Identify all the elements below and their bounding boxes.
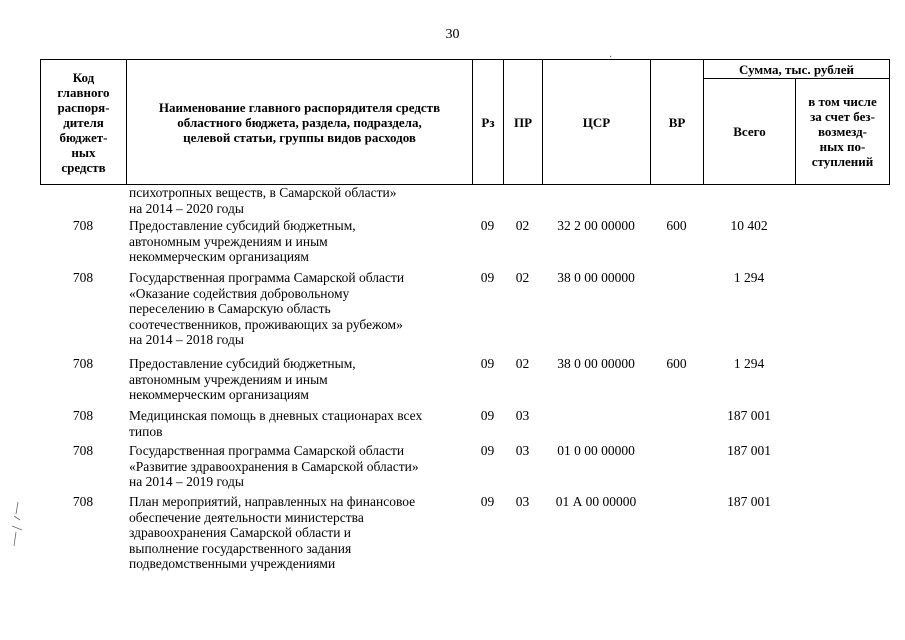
budget-table-header [40, 59, 890, 185]
row-total: 187 001 [727, 494, 771, 509]
row-pr: 02 [515, 270, 530, 285]
row-rz: 09 [480, 218, 495, 233]
header-name: Наименование главного распорядителя средств областного бюджета, раздела, подраздела, целевой статьи, группы видов расходов [127, 60, 473, 185]
header-sum: Сумма, тыс. рублей [704, 60, 890, 79]
row-csr: 01 0 00 00000 [557, 443, 635, 458]
row-rz: 09 [480, 408, 495, 423]
row-code: 708 [72, 494, 94, 509]
row-rz: 09 [480, 356, 495, 371]
row-name: Предоставление субсидий бюджетным, автономным учреждениям и иным некоммерческим организациям [129, 218, 356, 264]
header-pr: ПР [504, 60, 543, 185]
page-number: 30 [445, 27, 460, 42]
row-pr: 02 [515, 356, 530, 371]
row-code: 708 [72, 218, 94, 233]
continuation-text: психотропных веществ, в Самарской области» на 2014 – 2020 годы [129, 185, 397, 216]
row-code: 708 [72, 270, 94, 285]
header-rz: Рз [473, 60, 504, 185]
scan-artifact-mark: · [609, 52, 613, 63]
row-total: 1 294 [733, 356, 765, 371]
row-pr: 03 [515, 494, 530, 509]
row-name: План мероприятий, направленных на финансовое обеспечение деятельности министерства здравоохранения Самарской области и выполнение государственного задания подведомственными учреждениями [129, 494, 416, 571]
row-name: Государственная программа Самарской области «Оказание содействия добровольному переселению в Самарскую область соотечественников, проживающих за рубежом» на 2014 – 2018 годы [129, 270, 405, 347]
header-total: Всего [704, 79, 796, 185]
row-pr: 02 [515, 218, 530, 233]
row-code: 708 [72, 443, 94, 458]
row-code: 708 [72, 356, 94, 371]
header-csr: ЦСР [543, 60, 651, 185]
header-vr: ВР [651, 60, 704, 185]
row-total: 187 001 [727, 408, 771, 423]
row-csr: 32 2 00 00000 [557, 218, 635, 233]
row-name: Предоставление субсидий бюджетным, автономным учреждениям и иным некоммерческим организациям [129, 356, 356, 402]
row-rz: 09 [480, 443, 495, 458]
row-rz: 09 [480, 270, 495, 285]
header-free: в том числе за счет без- возмезд- ных по- ступлений [796, 79, 890, 185]
row-name: Медицинская помощь в дневных стационарах всех типов [129, 408, 423, 439]
row-total: 10 402 [730, 218, 768, 233]
row-rz: 09 [480, 494, 495, 509]
row-pr: 03 [515, 443, 530, 458]
row-vr: 600 [666, 218, 687, 233]
row-total: 1 294 [733, 270, 765, 285]
row-pr: 03 [515, 408, 530, 423]
row-code: 708 [72, 408, 94, 423]
row-name: Государственная программа Самарской области «Развитие здравоохранения в Самарской области» на 2014 – 2019 годы [129, 443, 419, 489]
row-csr: 01 А 00 00000 [555, 494, 637, 509]
header-code: Код главного распоря- дителя бюджет- ных средств [41, 60, 127, 185]
row-csr: 38 0 00 00000 [557, 270, 635, 285]
margin-scribble [4, 500, 28, 550]
row-vr: 600 [666, 356, 687, 371]
row-total: 187 001 [727, 443, 771, 458]
row-csr: 38 0 00 00000 [557, 356, 635, 371]
